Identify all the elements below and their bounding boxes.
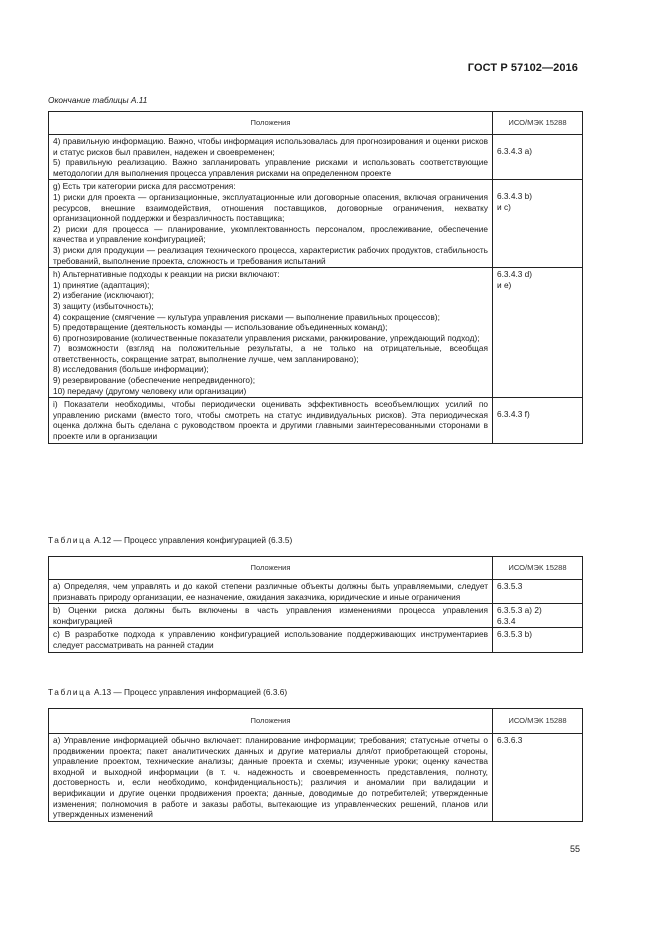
table-header-row <box>49 557 583 580</box>
page-number: 55 <box>569 844 580 854</box>
column-header-provisions: Положения <box>49 709 493 734</box>
provision-text: b) Оценки риска должны быть включены в часть управления изменениями процесса управления конфигурацией <box>49 604 493 628</box>
iso-reference: 6.3.4.3 d) и e) <box>493 268 583 398</box>
table-a12-caption: Таблица А.12 — Процесс управления конфигурацией (6.3.5) <box>48 535 293 545</box>
table-row <box>49 135 583 180</box>
provision-text: а) Управление информацией обычно включает: планирование информации; требования; статусные отчеты о продвижении проекта; пакет аналитических данных и другие материалы для/от приобретающей стороны, управление проектом, технические анализы; данные проекта и схемы; изученные уроки; оценку качества входной и выходной информации (в т. ч. надежность и своевременность представления, полноту, достоверность и, если необходимо, конфиденциальность); различия и аномалии при валидации и верификации и другие оценки продвижения проекта; данные, доводимые до потребителей; утвержденные изменения; полномочия в работе и заказы работы, вытекающие из управленческих решений, планов или утвержденных изменений <box>49 734 493 822</box>
provision-text: h) Альтернативные подходы к реакции на риски включают: 1) принятие (адаптация); 2) избегание (исключают); 3) защиту (избыточность); 4) сокращение (смягчение — культура управления рисками — выполнение правильных процессов); 5) предотвращение (деятельность команды — использование объединенных команд); 6) прогнозирование (количественные показатели управления рисками, ранжирование, упреждающий подход); 7) возможности (взгляд на положительные результаты, а не только на отрицательные, всеобщая ответственность, сокращение затрат, выполнение лучше, чем запланировано); 8) исследования (больше информации); 9) резервирование (обеспечение непредвиденного); 10) передачу (другому человеку или организации) <box>49 268 493 398</box>
table-a12 <box>48 556 583 653</box>
iso-reference: 6.3.5.3 a) 2) 6.3.4 <box>493 604 583 628</box>
provision-text: c) В разработке подхода к управлению конфигурацией использование поддерживающих инструментариев следует рассматривать на ранней стадии <box>49 628 493 652</box>
table-row <box>49 734 583 822</box>
iso-reference: 6.3.5.3 <box>493 580 583 604</box>
provision-text: g) Есть три категории риска для рассмотрения: 1) риски для проекта — организационные, эксплуатационные или договорные опасения, включая ограничения ресурсов, внешние взаимодействия, отношения поставщиков, договорные ограничения, нехватку организационной поддержки и безразличность поставщика; 2) риски для процесса — планирование, укомплектованность персоналом, прослеживание, обеспечение качества и управление конфигурацией; 3) риски для продукции — реализация технического процесса, характеристик рабочих продуктов, стабильность требований, выполнение проекта, сложность и требования испытаний <box>49 180 493 268</box>
table-row <box>49 604 583 628</box>
table-header-row <box>49 709 583 734</box>
provision-text: а) Определяя, чем управлять и до какой степени различные объекты должны быть управляемыми, следует признавать природу организации, ее назначение, ожидания заказчика, юридические и иные ограничения <box>49 580 493 604</box>
iso-reference: 6.3.5.3 b) <box>493 628 583 652</box>
table-row <box>49 628 583 652</box>
column-header-provisions: Положения <box>49 557 493 580</box>
provision-text: 4) правильную информацию. Важно, чтобы информация использовалась для прогнозирования и оценки рисков и статус рисков был правилен, надежен и своевременен; 5) правильную реализацию. Важно запланировать управление рисками и использовать соответствующие методологии для выполнения процесса управления рисками на определенном проекте <box>49 135 493 180</box>
table-row <box>49 180 583 268</box>
table-a13-caption: Таблица А.13 — Процесс управления информацией (6.3.6) <box>48 687 288 697</box>
table-a13 <box>48 708 583 822</box>
column-header-iso: ИСО/МЭК 15288 <box>493 709 583 734</box>
iso-reference: 6.3.4.3 f) <box>493 398 583 443</box>
table-row <box>49 398 583 443</box>
table-a11 <box>48 111 583 444</box>
table-row <box>49 580 583 604</box>
iso-reference: 6.3.4.3 b) и c) <box>493 180 583 268</box>
column-header-iso: ИСО/МЭК 15288 <box>493 112 583 135</box>
standard-designation: ГОСТ Р 57102—2016 <box>467 62 578 74</box>
table-row <box>49 268 583 398</box>
iso-reference: 6.3.4.3 a) <box>493 135 583 180</box>
table-a11-caption: Окончание таблицы А.11 <box>48 95 148 105</box>
table-header-row <box>49 112 583 135</box>
iso-reference: 6.3.6.3 <box>493 734 583 822</box>
column-header-iso: ИСО/МЭК 15288 <box>493 557 583 580</box>
provision-text: i) Показатели необходимы, чтобы периодически оценивать эффективность всеобъемлющих усилий по управлению рисками (вместо того, чтобы смотреть на статус индивидуальных рисков). Эта периодическая оценка должна быть сделана с руководством проекта и другими главными заинтересованными сторонами в проекте или в организации <box>49 398 493 443</box>
column-header-provisions: Положения <box>49 112 493 135</box>
